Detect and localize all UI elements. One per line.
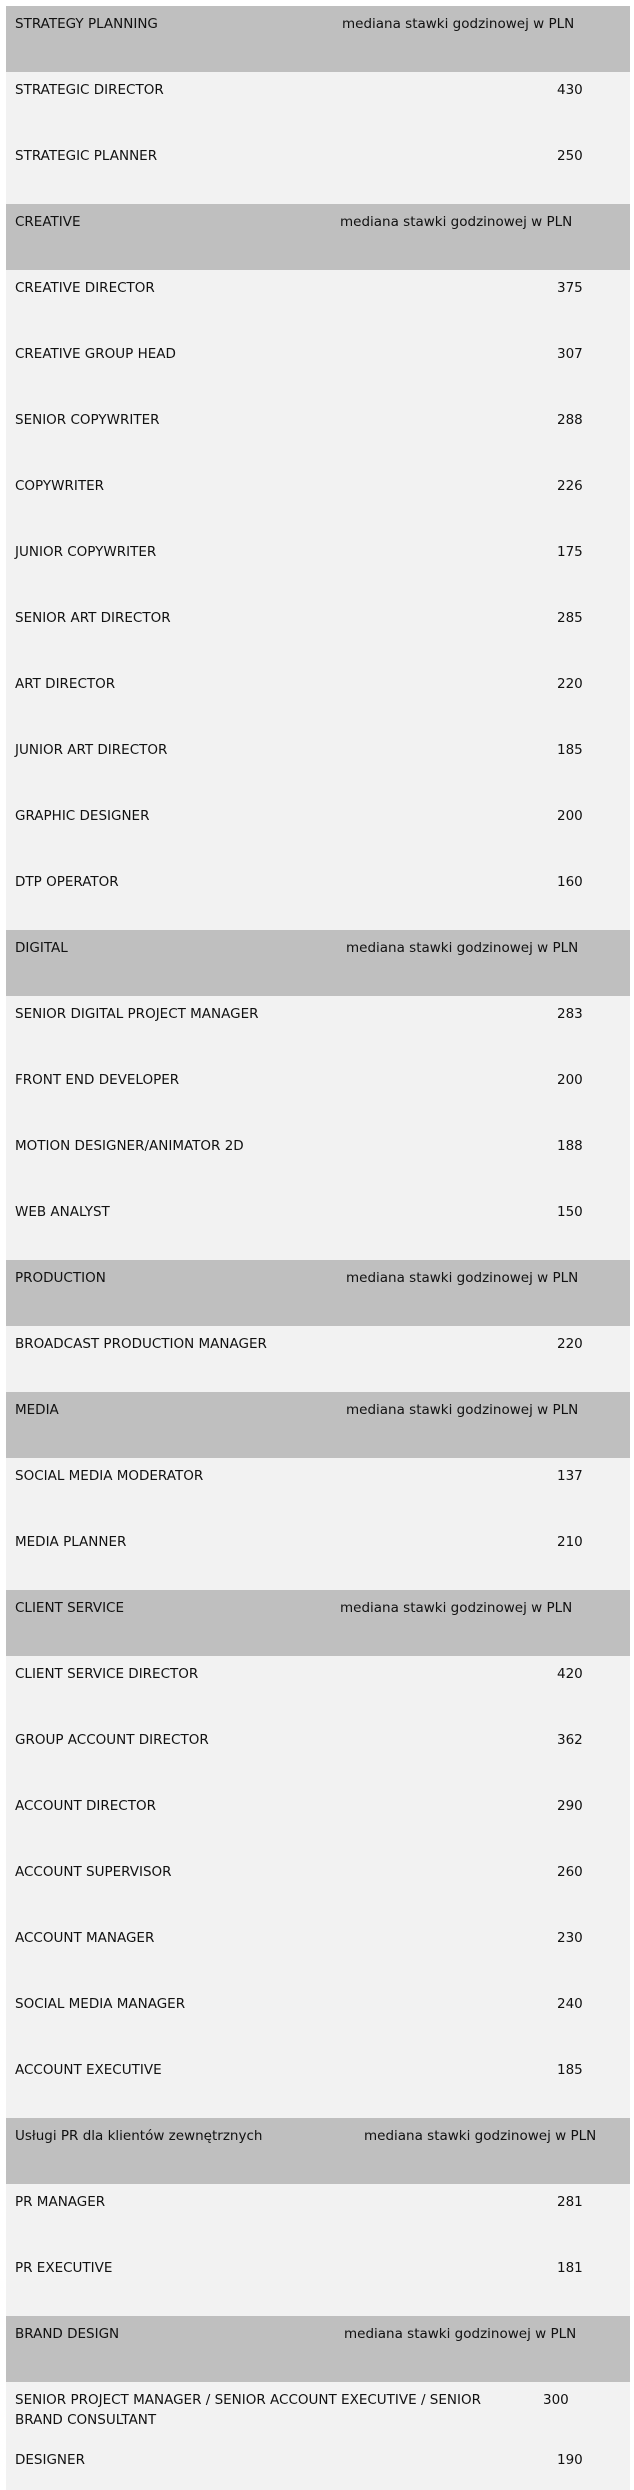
role-label: GROUP ACCOUNT DIRECTOR [15,1732,209,1748]
column-header: mediana stawki godzinowej w PLN [346,1270,579,1286]
role-label: FRONT END DEVELOPER [15,1072,180,1088]
table-row [6,864,630,930]
rate-value: 288 [557,412,583,428]
section-title: Usługi PR dla klientów zewnętrznych [15,2128,263,2144]
table-row [6,1722,630,1788]
rate-value: 188 [557,1138,583,1154]
rate-value: 150 [557,1204,583,1220]
rate-value: 181 [557,2260,583,2276]
rate-value: 185 [557,2062,583,2078]
table-row [6,798,630,864]
rate-value: 226 [557,478,583,494]
rate-value: 230 [557,1930,583,1946]
table-row [6,2442,630,2490]
table-row [6,468,630,534]
column-header: mediana stawki godzinowej w PLN [340,214,573,230]
rate-value: 160 [557,874,583,890]
table-row [6,72,630,138]
role-label: SENIOR DIGITAL PROJECT MANAGER [15,1006,259,1022]
column-header: mediana stawki godzinowej w PLN [342,16,575,32]
role-label: SENIOR COPYWRITER [15,412,160,428]
rate-value: 300 [543,2392,569,2408]
rate-value: 430 [557,82,583,98]
role-label: PR MANAGER [15,2194,106,2210]
role-label: ACCOUNT DIRECTOR [15,1798,156,1814]
section-title: PRODUCTION [15,1270,106,1286]
table-row [6,1458,630,1524]
table-row [6,402,630,468]
rate-value: 210 [557,1534,583,1550]
role-label: STRATEGIC DIRECTOR [15,82,164,98]
rate-value: 200 [557,808,583,824]
table-row [6,732,630,798]
role-label: SOCIAL MEDIA MANAGER [15,1996,186,2012]
table-row [6,534,630,600]
role-label: PR EXECUTIVE [15,2260,113,2276]
role-label: BROADCAST PRODUCTION MANAGER [15,1336,267,1352]
role-label: STRATEGIC PLANNER [15,148,158,164]
column-header: mediana stawki godzinowej w PLN [346,1402,579,1418]
rate-value: 250 [557,148,583,164]
table-row [6,336,630,402]
role-label: SENIOR PROJECT MANAGER / SENIOR ACCOUNT EXECUTIVE / SENIOR BRAND CONSULTANT [15,2392,481,2428]
table-row [6,2250,630,2316]
column-header: mediana stawki godzinowej w PLN [344,2326,577,2342]
table-row [6,996,630,1062]
column-header: mediana stawki godzinowej w PLN [364,2128,597,2144]
table-row [6,1128,630,1194]
section-header-row [6,930,630,996]
rate-value: 240 [557,1996,583,2012]
section-header-row [6,1260,630,1326]
rate-value: 375 [557,280,583,296]
role-label: SENIOR ART DIRECTOR [15,610,171,626]
rate-value: 281 [557,2194,583,2210]
table-row [6,270,630,336]
rate-value: 420 [557,1666,583,1682]
role-label: CREATIVE GROUP HEAD [15,346,176,362]
table-row [6,1986,630,2052]
section-header-row [6,1590,630,1656]
rate-value: 362 [557,1732,583,1748]
rate-value: 137 [557,1468,583,1484]
section-title: CREATIVE [15,214,81,230]
rate-value: 285 [557,610,583,626]
rate-value: 220 [557,676,583,692]
table-row [6,1788,630,1854]
rate-value: 220 [557,1336,583,1352]
table-row [6,1920,630,1986]
role-label: MOTION DESIGNER/ANIMATOR 2D [15,1138,244,1154]
role-label: MEDIA PLANNER [15,1534,127,1550]
section-header-row [6,2316,630,2382]
role-label: COPYWRITER [15,478,105,494]
role-label: DESIGNER [15,2452,85,2468]
role-label: ACCOUNT EXECUTIVE [15,2062,162,2078]
rate-value: 175 [557,544,583,560]
table-row [6,2184,630,2250]
table-row [6,2052,630,2118]
rate-value: 185 [557,742,583,758]
table-row [6,1062,630,1128]
section-title: BRAND DESIGN [15,2326,120,2342]
section-header-row [6,2118,630,2184]
table-row [6,600,630,666]
section-title: STRATEGY PLANNING [15,16,158,32]
section-header-row [6,6,630,72]
role-label: CLIENT SERVICE DIRECTOR [15,1666,199,1682]
role-label: ART DIRECTOR [15,676,116,692]
section-header-row [6,1392,630,1458]
column-header: mediana stawki godzinowej w PLN [340,1600,573,1616]
section-title: MEDIA [15,1402,59,1418]
column-header: mediana stawki godzinowej w PLN [346,940,579,956]
section-title: CLIENT SERVICE [15,1600,125,1616]
table-row [6,666,630,732]
rate-value: 190 [557,2452,583,2468]
table-row [6,2382,630,2442]
role-label: ACCOUNT SUPERVISOR [15,1864,172,1880]
section-title: DIGITAL [15,940,68,956]
rate-value: 290 [557,1798,583,1814]
table-row [6,1656,630,1722]
role-label: ACCOUNT MANAGER [15,1930,155,1946]
role-label: WEB ANALYST [15,1204,110,1220]
table-row [6,1326,630,1392]
role-label: SOCIAL MEDIA MODERATOR [15,1468,204,1484]
rate-value: 200 [557,1072,583,1088]
section-header-row [6,204,630,270]
role-label: JUNIOR ART DIRECTOR [15,742,168,758]
rate-value: 260 [557,1864,583,1880]
role-label: DTP OPERATOR [15,874,119,890]
table-row [6,1524,630,1590]
rate-value: 307 [557,346,583,362]
table-row [6,1194,630,1260]
role-label: GRAPHIC DESIGNER [15,808,150,824]
rate-value: 283 [557,1006,583,1022]
table-row [6,1854,630,1920]
table-row [6,138,630,204]
role-label: JUNIOR COPYWRITER [15,544,157,560]
role-label: CREATIVE DIRECTOR [15,280,155,296]
